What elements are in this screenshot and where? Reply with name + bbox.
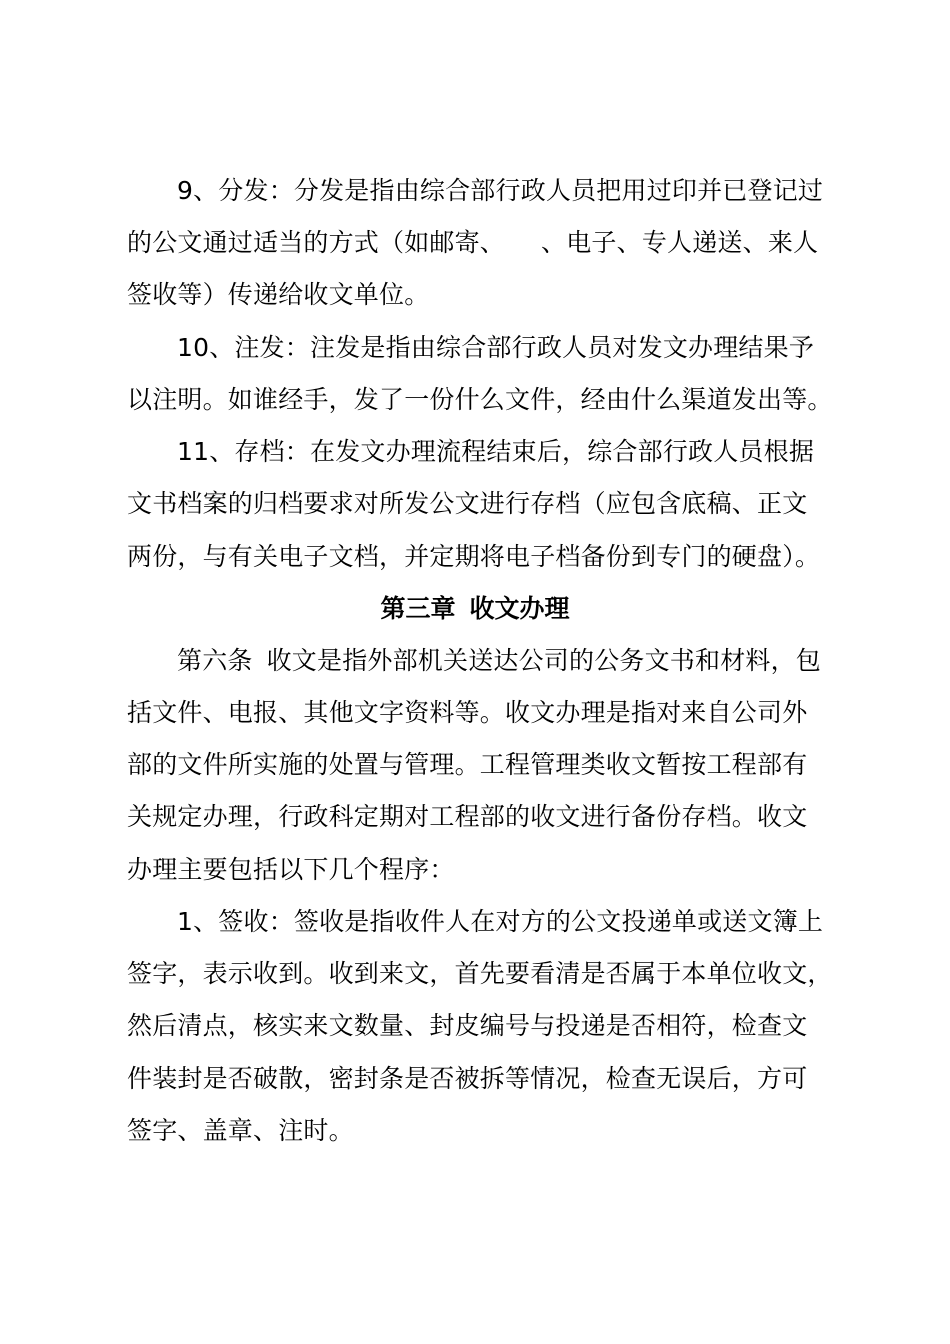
item-1-line-4: 件装封是否破散，密封条是否被拆等情况，检查无误后，方可 xyxy=(127,1064,808,1093)
article-6-line-3: 部的文件所实施的处置与管理。工程管理类收文暂按工程部有 xyxy=(127,750,808,779)
chapter-title: 收文办理 xyxy=(469,594,570,623)
article-6-text-1: 收文是指外部机关送达公司的公务文书和材料，包 xyxy=(266,646,822,675)
chapter-number: 第三章 xyxy=(380,594,456,623)
item-9-line-3: 签收等）传递给收文单位。 xyxy=(127,280,430,309)
chapter-heading xyxy=(0,593,950,625)
article-6-line-5: 办理主要包括以下几个程序： xyxy=(127,855,455,884)
item-11-line-1: 11、存档：在发文办理流程结束后，综合部行政人员根据 xyxy=(177,437,815,466)
article-6-line-2: 括文件、电报、其他文字资料等。收文办理是指对来自公司外 xyxy=(127,698,808,727)
item-10-line-1: 10、注发：注发是指由综合部行政人员对发文办理结果予 xyxy=(177,333,815,362)
item-1-line-5: 签字、盖章、注时。 xyxy=(127,1116,354,1145)
item-10-line-2: 以注明。如谁经手，发了一份什么文件，经由什么渠道发出等。 xyxy=(127,385,833,414)
item-9-line-2-part-1: 的公文通过适当的方式（如邮寄、 xyxy=(127,228,506,257)
item-1-line-2: 签字，表示收到。收到来文，首先要看清是否属于本单位收文， xyxy=(127,959,833,988)
item-1-line-1: 1、签收：签收是指收件人在对方的公文投递单或送文簿上 xyxy=(177,907,824,936)
article-6-label: 第六条 xyxy=(177,646,253,675)
item-1-line-3: 然后清点，核实来文数量、封皮编号与投递是否相符，检查文 xyxy=(127,1011,808,1040)
item-9-line-1: 9、分发：分发是指由综合部行政人员把用过印并已登记过 xyxy=(177,176,824,205)
article-6-line-1 xyxy=(177,645,821,677)
item-11-line-3: 两份，与有关电子文档，并定期将电子档备份到专门的硬盘）。 xyxy=(127,542,821,571)
article-6-line-4: 关规定办理，行政科定期对工程部的收文进行备份存档。收文 xyxy=(127,802,808,831)
item-9-line-2 xyxy=(127,227,818,259)
item-11-line-2: 文书档案的归档要求对所发公文进行存档（应包含底稿、正文 xyxy=(127,489,808,518)
item-9-line-2-part-2: 、电子、专人递送、来人 xyxy=(541,228,819,257)
